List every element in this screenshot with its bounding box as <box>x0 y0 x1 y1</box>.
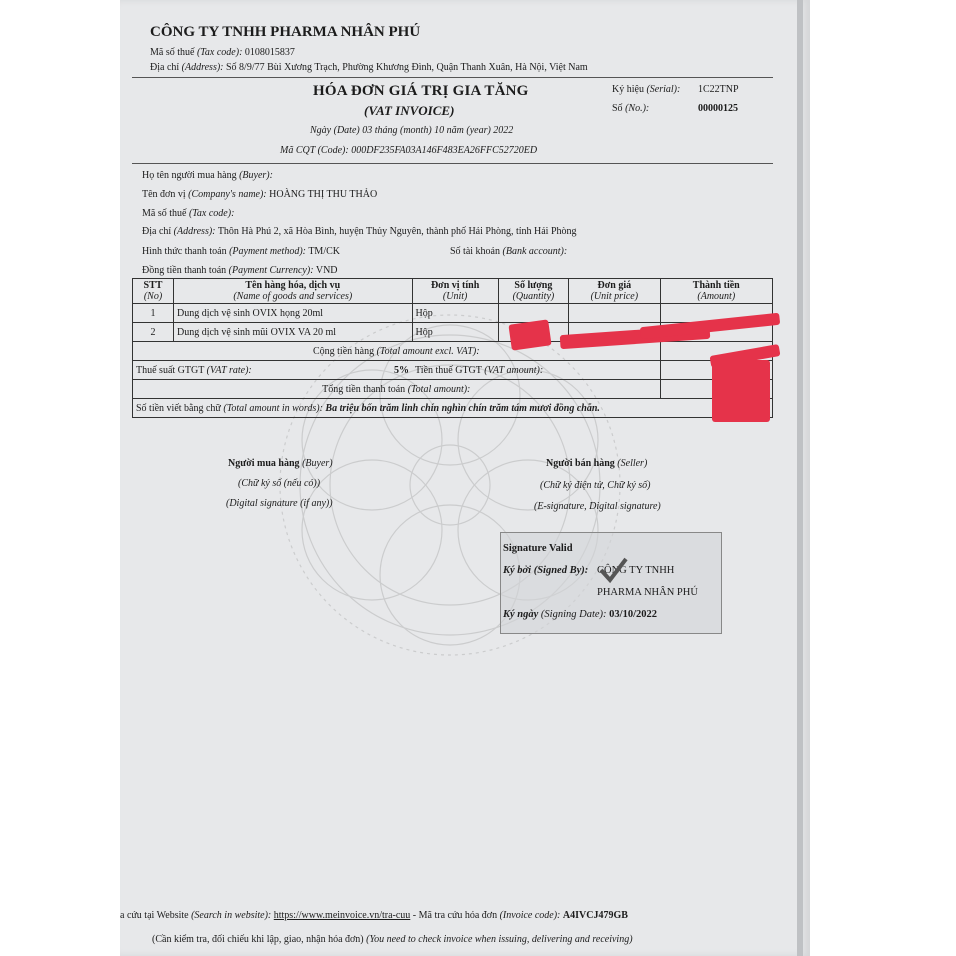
invoice-date: Ngày (Date) 03 tháng (month) 10 năm (year) 2022 <box>310 125 514 136</box>
seller-signature-note-en: (E-signature, Digital signature) <box>534 501 661 512</box>
signed-by-line-1: CÔNG TY TNHH <box>597 565 675 576</box>
serial-value: 1C22TNP <box>698 84 739 95</box>
currency-line: Đồng tiền thanh toán (Payment Currency): VND <box>142 265 338 276</box>
invoice-lookup-code: A4IVCJ479GB <box>562 910 628 921</box>
header-divider <box>132 77 773 78</box>
invoice-sheet <box>120 0 798 956</box>
lookup-url-link[interactable]: https://www.meinvoice.vn/tra-cuu <box>273 910 411 921</box>
seller-address: Số 8/9/77 Bùi Xương Trạch, Phường Khương Đình, Quận Thanh Xuân, Hà Nội, Việt Nam <box>226 62 588 73</box>
col-amount-header: Thành tiền (Amount) <box>660 279 772 304</box>
signing-date: 03/10/2022 <box>609 609 658 620</box>
subtotal-row: Cộng tiền hàng (Total amount excl. VAT): <box>133 342 773 361</box>
invoice-number: 00000125 <box>698 103 738 114</box>
buyer-address-line: Địa chỉ (Address): Thôn Hà Phú 2, xã Hòa Bình, huyện Thủy Nguyên, thành phố Hải Phòng, tỉnh Hải Phòng <box>142 226 577 237</box>
serial-line: Ký hiệu (Serial): <box>612 84 681 95</box>
vat-rate: 5% <box>394 364 410 376</box>
col-qty-header: Số lượng (Quantity) <box>498 279 568 304</box>
redaction-mark <box>712 360 770 422</box>
vat-row: Thuế suất GTGT (VAT rate): 5% Tiền thuế GTGT (VAT amount): <box>133 361 773 380</box>
buyer-name-line: Họ tên người mua hàng (Buyer): <box>142 170 273 181</box>
items-table <box>132 278 773 418</box>
seller-signature-title: Người bán hàng (Seller) <box>546 458 648 469</box>
invoice-cqt-code: Mã CQT (Code): 000DF235FA03A146F483EA26FFC52720ED <box>280 145 538 156</box>
payment-method: TM/CK <box>308 246 340 257</box>
invoice-title: HÓA ĐƠN GIÁ TRỊ GIA TĂNG <box>313 83 529 99</box>
row-name: Dung dịch vệ sinh mũi OVIX VA 20 ml <box>173 323 412 342</box>
footer-lookup-line: a cứu tại Website (Search in website): https://www.meinvoice.vn/tra-cuu - Mã tra cứu hóa đơn (Invoice code): A4IVCJ479GB <box>120 910 628 921</box>
invoice-title-en: (VAT INVOICE) <box>364 103 455 118</box>
total-row: Tổng tiền thanh toán (Total amount): <box>133 380 773 399</box>
buyer-signature-note-en: (Digital signature (if any)) <box>226 498 333 509</box>
col-no-header: STT (No) <box>133 279 174 304</box>
seller-address-line: Địa chỉ (Address): Số 8/9/77 Bùi Xương Trạch, Phường Khương Đình, Quận Thanh Xuân, Hà Nội, Việt Nam <box>150 62 588 73</box>
buyer-divider <box>132 163 773 164</box>
number-line: Số (No.): <box>612 103 650 114</box>
signature-valid-label: Signature Valid <box>503 543 573 554</box>
signed-by-line-2: PHARMA NHÂN PHÚ <box>597 587 698 598</box>
signing-date-line: Ký ngày (Signing Date): 03/10/2022 <box>503 609 658 620</box>
seller-signature-note: (Chữ ký điện tử, Chữ ký số) <box>540 480 651 491</box>
seller-tax-code: 0108015837 <box>244 47 295 58</box>
col-price-header: Đơn giá (Unit price) <box>569 279 660 304</box>
row-unit: Hộp <box>412 323 498 342</box>
currency: VND <box>315 265 338 276</box>
signed-by-label: Ký bởi (Signed By): <box>503 565 589 576</box>
footer-check-note: (Cần kiểm tra, đối chiếu khi lập, giao, nhận hóa đơn) (You need to check invoice when issuing, delivering and receiving) <box>152 934 633 945</box>
payment-method-line: Hình thức thanh toán (Payment method): TM/CK <box>142 246 340 257</box>
amount-in-words-row: Số tiền viết bằng chữ (Total amount in words): Ba triệu bốn trăm linh chín nghìn chín trăm tám mươi đồng chẵn. <box>133 399 773 418</box>
seller-tax-line: Mã số thuế (Tax code): 0108015837 <box>150 47 295 58</box>
row-price <box>569 304 660 323</box>
row-name: Dung dịch vệ sinh OVIX họng 20ml <box>173 304 412 323</box>
buyer-signature-note: (Chữ ký số (nếu có)) <box>238 478 321 489</box>
row-qty <box>498 304 568 323</box>
buyer-address: Thôn Hà Phú 2, xã Hòa Bình, huyện Thủy Nguyên, thành phố Hải Phòng, tỉnh Hải Phòng <box>217 226 577 237</box>
table-row <box>133 304 773 323</box>
amount-in-words: Ba triệu bốn trăm linh chín nghìn chín trăm tám mươi đồng chẵn. <box>325 402 600 414</box>
bank-account-line: Số tài khoản (Bank account): <box>450 246 568 257</box>
row-no: 2 <box>133 323 174 342</box>
buyer-signature-title: Người mua hàng (Buyer) <box>228 458 333 469</box>
buyer-company-line: Tên đơn vị (Company's name): HOÀNG THỊ THU THẢO <box>142 189 378 200</box>
col-unit-header: Đơn vị tính (Unit) <box>412 279 498 304</box>
row-no: 1 <box>133 304 174 323</box>
signature-check-icon <box>598 555 628 585</box>
buyer-company-name: HOÀNG THỊ THU THẢO <box>269 189 378 200</box>
digital-signature-box <box>500 532 722 634</box>
seller-company-name: CÔNG TY TNHH PHARMA NHÂN PHÚ <box>150 24 421 40</box>
redaction-mark <box>508 319 551 350</box>
col-name-header: Tên hàng hóa, dịch vụ (Name of goods and services) <box>173 279 412 304</box>
buyer-tax-line: Mã số thuế (Tax code): <box>142 208 235 219</box>
table-header-row <box>133 279 773 304</box>
row-unit: Hộp <box>412 304 498 323</box>
